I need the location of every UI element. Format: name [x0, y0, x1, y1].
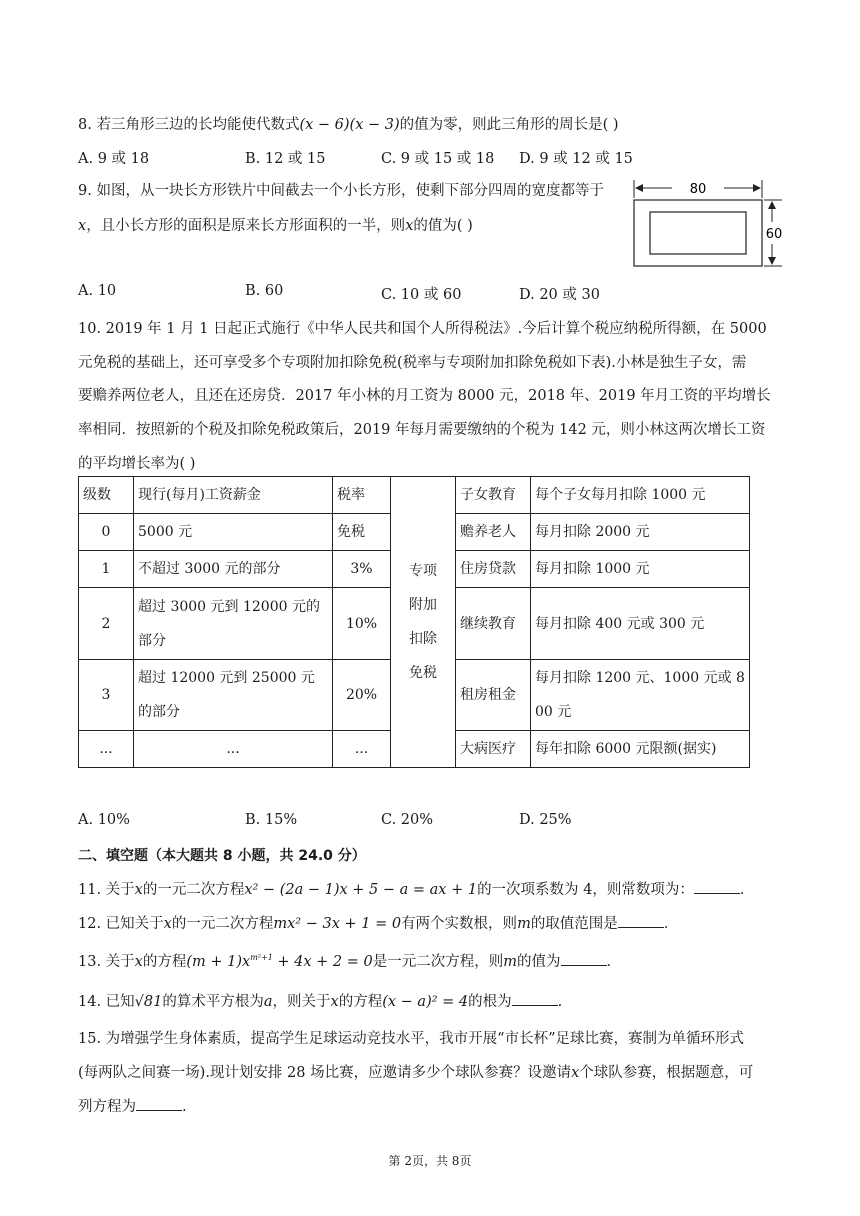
q13-equation: (m + 1)x — [186, 954, 251, 970]
table-cell: 0 — [79, 514, 134, 551]
table-cell: ... — [79, 731, 134, 768]
table-cell: 1 — [79, 551, 134, 588]
merged-label-line: 专项 — [409, 563, 437, 579]
q13-exponent: m²+1 — [250, 953, 273, 963]
q13-equation: + 4x + 2 = 0 — [272, 954, 373, 970]
deduction-detail: 每月扣除 1000 元 — [531, 551, 750, 588]
table-cell: 5000 元 — [134, 514, 333, 551]
q15-line2 — [78, 1061, 753, 1082]
q13-text: 是一元二次方程，则 — [372, 954, 504, 970]
table-cell: 免税 — [333, 514, 391, 551]
deduction-detail: 每月扣除 400 元或 300 元 — [531, 588, 750, 660]
q11-text: 11. 关于 — [78, 882, 135, 898]
q14-var: a — [263, 994, 273, 1010]
q8-option-c: C. 9 或 15 或 18 — [381, 151, 495, 167]
header-salary: 现行(每月)工资薪金 — [134, 477, 333, 514]
q12-text: ． — [663, 916, 679, 932]
table-cell: 10% — [333, 588, 391, 660]
deduction-detail: 每年扣除 6000 元限额(据实) — [531, 731, 750, 768]
q12-var: x — [163, 916, 172, 932]
answer-blank[interactable] — [618, 915, 664, 928]
q9-var-x2: x — [405, 218, 414, 234]
q8-expression: (x − 6)(x − 3) — [299, 117, 400, 133]
q8-option-a: A. 9 或 18 — [78, 151, 150, 167]
q11 — [78, 878, 754, 899]
merged-label-line: 免税 — [409, 665, 437, 681]
deduction-item: 住房贷款 — [456, 551, 531, 588]
q15-text: (每两队之间赛一场).现计划安排 28 场比赛，应邀请多少个球队参赛？设邀请 — [78, 1065, 572, 1081]
q13 — [78, 950, 621, 971]
answer-blank[interactable] — [694, 881, 740, 894]
q9-height-label: 60 — [765, 227, 783, 242]
q9-text-a: ，且小长方形的面积是原来长方形面积的一半，则 — [86, 218, 406, 234]
q14-text: 的算术平方根为 — [162, 994, 264, 1010]
deduction-item: 继续教育 — [456, 588, 531, 660]
q10-line4: 率相同．按照新的个税及扣除免税政策后，2019 年每月需要缴纳的个税为 142 元，则小林这两次增长工资 — [78, 422, 766, 438]
q13-text: 的方程 — [142, 954, 187, 970]
section-title: 二、填空题（本大题共 8 小题，共 24.0 分） — [78, 848, 366, 864]
q10-option-d: D. 25% — [519, 812, 572, 828]
q13-var: x — [134, 954, 143, 970]
q8-option-d: D. 9 或 12 或 15 — [519, 151, 633, 167]
q9-line2 — [78, 214, 473, 235]
table-cell: 超过 3000 元到 12000 元的部分 — [134, 588, 333, 660]
deduction-item: 赡养老人 — [456, 514, 531, 551]
q10-option-c: C. 20% — [381, 812, 434, 828]
q12-text: 有两个实数根，则 — [401, 916, 518, 932]
q9-width-label: 80 — [689, 182, 707, 197]
q9-text-b: 的值为( ) — [413, 218, 473, 234]
table-cell: 20% — [333, 660, 391, 731]
q10-line2: 元免税的基础上，还可享受多个专项附加扣除免税(税率与专项附加扣除免税如下表).小林是独生子女，需 — [78, 355, 747, 371]
q13-text: 的值为 — [517, 954, 561, 970]
header-level: 级数 — [79, 477, 134, 514]
q8-stem — [78, 113, 619, 134]
q11-var: x — [134, 882, 143, 898]
q11-text: 的一元二次方程 — [142, 882, 245, 898]
q12-text: 12. 已知关于 — [78, 916, 164, 932]
q15-var: x — [571, 1065, 580, 1081]
q9-var-x: x — [78, 218, 87, 234]
table-row — [79, 477, 750, 514]
q10-line5: 的平均增长率为( ) — [78, 456, 196, 472]
q13-text: ． — [606, 954, 622, 970]
outer-rectangle — [634, 200, 762, 266]
answer-blank[interactable] — [136, 1098, 182, 1111]
merged-deduction-label — [391, 477, 456, 768]
merged-label-line: 扣除 — [409, 631, 437, 647]
deduction-item: 大病医疗 — [456, 731, 531, 768]
q9-rectangle-figure — [628, 178, 784, 270]
q11-text: ． — [739, 882, 755, 898]
q14-var: x — [330, 994, 339, 1010]
deduction-detail: 每月扣除 2000 元 — [531, 514, 750, 551]
table-cell: 3% — [333, 551, 391, 588]
q12-text: 的一元二次方程 — [171, 916, 274, 932]
q11-equation: x² − (2a − 1)x + 5 − a = ax + 1 — [244, 882, 478, 898]
q8-text-b: 的值为零，则此三角形的周长是( ) — [399, 117, 619, 133]
table-cell: 2 — [79, 588, 134, 660]
q14-text: 的根为 — [468, 994, 512, 1010]
q14-text: 14. 已知 — [78, 994, 135, 1010]
deduction-item: 租房租金 — [456, 660, 531, 731]
table-cell: 不超过 3000 元的部分 — [134, 551, 333, 588]
q14 — [78, 990, 562, 1011]
table-cell: 3 — [79, 660, 134, 731]
q13-text: 13. 关于 — [78, 954, 135, 970]
q14-equation: (x − a)² = 4 — [382, 994, 469, 1010]
q10-option-a: A. 10% — [78, 812, 130, 828]
q11-text: 的一次项系数为 4，则常数项为： — [477, 882, 694, 898]
table-cell: ... — [134, 731, 333, 768]
merged-label-line: 附加 — [409, 597, 437, 613]
q15-line1: 15. 为增强学生身体素质，提高学生足球运动竞技水平，我市开展“市长杯”足球比赛，赛制为单循环形式 — [78, 1031, 744, 1047]
table-cell: 超过 12000 元到 25000 元的部分 — [134, 660, 333, 731]
q15-line3 — [78, 1095, 187, 1116]
q14-sqrt: √81 — [134, 994, 163, 1010]
q9-option-a: A. 10 — [78, 283, 117, 299]
q9-option-b: B. 60 — [245, 283, 284, 299]
q12 — [78, 912, 678, 933]
q12-var: m — [517, 916, 531, 932]
header-rate: 税率 — [333, 477, 391, 514]
q8-text-a: 8. 若三角形三边的长均能使代数式 — [78, 117, 300, 133]
deduction-detail: 每月扣除 1200 元、1000 元或 800 元 — [531, 660, 750, 731]
inner-rectangle — [650, 212, 746, 254]
tax-table — [78, 476, 750, 768]
q8-option-b: B. 12 或 15 — [245, 151, 326, 167]
q9-line1: 9. 如图，从一块长方形铁片中间截去一个小长方形，使剩下部分四周的宽度都等于 — [78, 183, 604, 199]
q14-text: ，则关于 — [272, 994, 331, 1010]
page-footer: 第 2页，共 8页 — [388, 1154, 472, 1168]
q12-equation: mx² − 3x + 1 = 0 — [273, 916, 402, 932]
q15-text: 个球队参赛，根据题意，可 — [579, 1065, 754, 1081]
q10-line1: 10. 2019 年 1 月 1 日起正式施行《中华人民共和国个人所得税法》.今后计算个税应纳税所得额，在 5000 — [78, 321, 767, 337]
q15-text: 列方程为 — [78, 1099, 136, 1115]
q9-option-d: D. 20 或 30 — [519, 287, 600, 303]
q15-text: . — [182, 1099, 187, 1115]
answer-blank[interactable] — [561, 953, 607, 966]
table-cell: ... — [333, 731, 391, 768]
q10-line3: 要赡养两位老人，且还在还房贷．2017 年小林的月工资为 8000 元，2018 年、2019 年月工资的平均增长 — [78, 388, 771, 404]
q13-var: m — [503, 954, 518, 970]
answer-blank[interactable] — [512, 993, 558, 1006]
q9-option-c: C. 10 或 60 — [381, 287, 462, 303]
q14-text: 的方程 — [338, 994, 383, 1010]
q14-text: . — [557, 994, 563, 1010]
q10-option-b: B. 15% — [245, 812, 298, 828]
deduction-detail: 每个子女每月扣除 1000 元 — [531, 477, 750, 514]
q12-text: 的取值范围是 — [530, 916, 618, 932]
deduction-item: 子女教育 — [456, 477, 531, 514]
